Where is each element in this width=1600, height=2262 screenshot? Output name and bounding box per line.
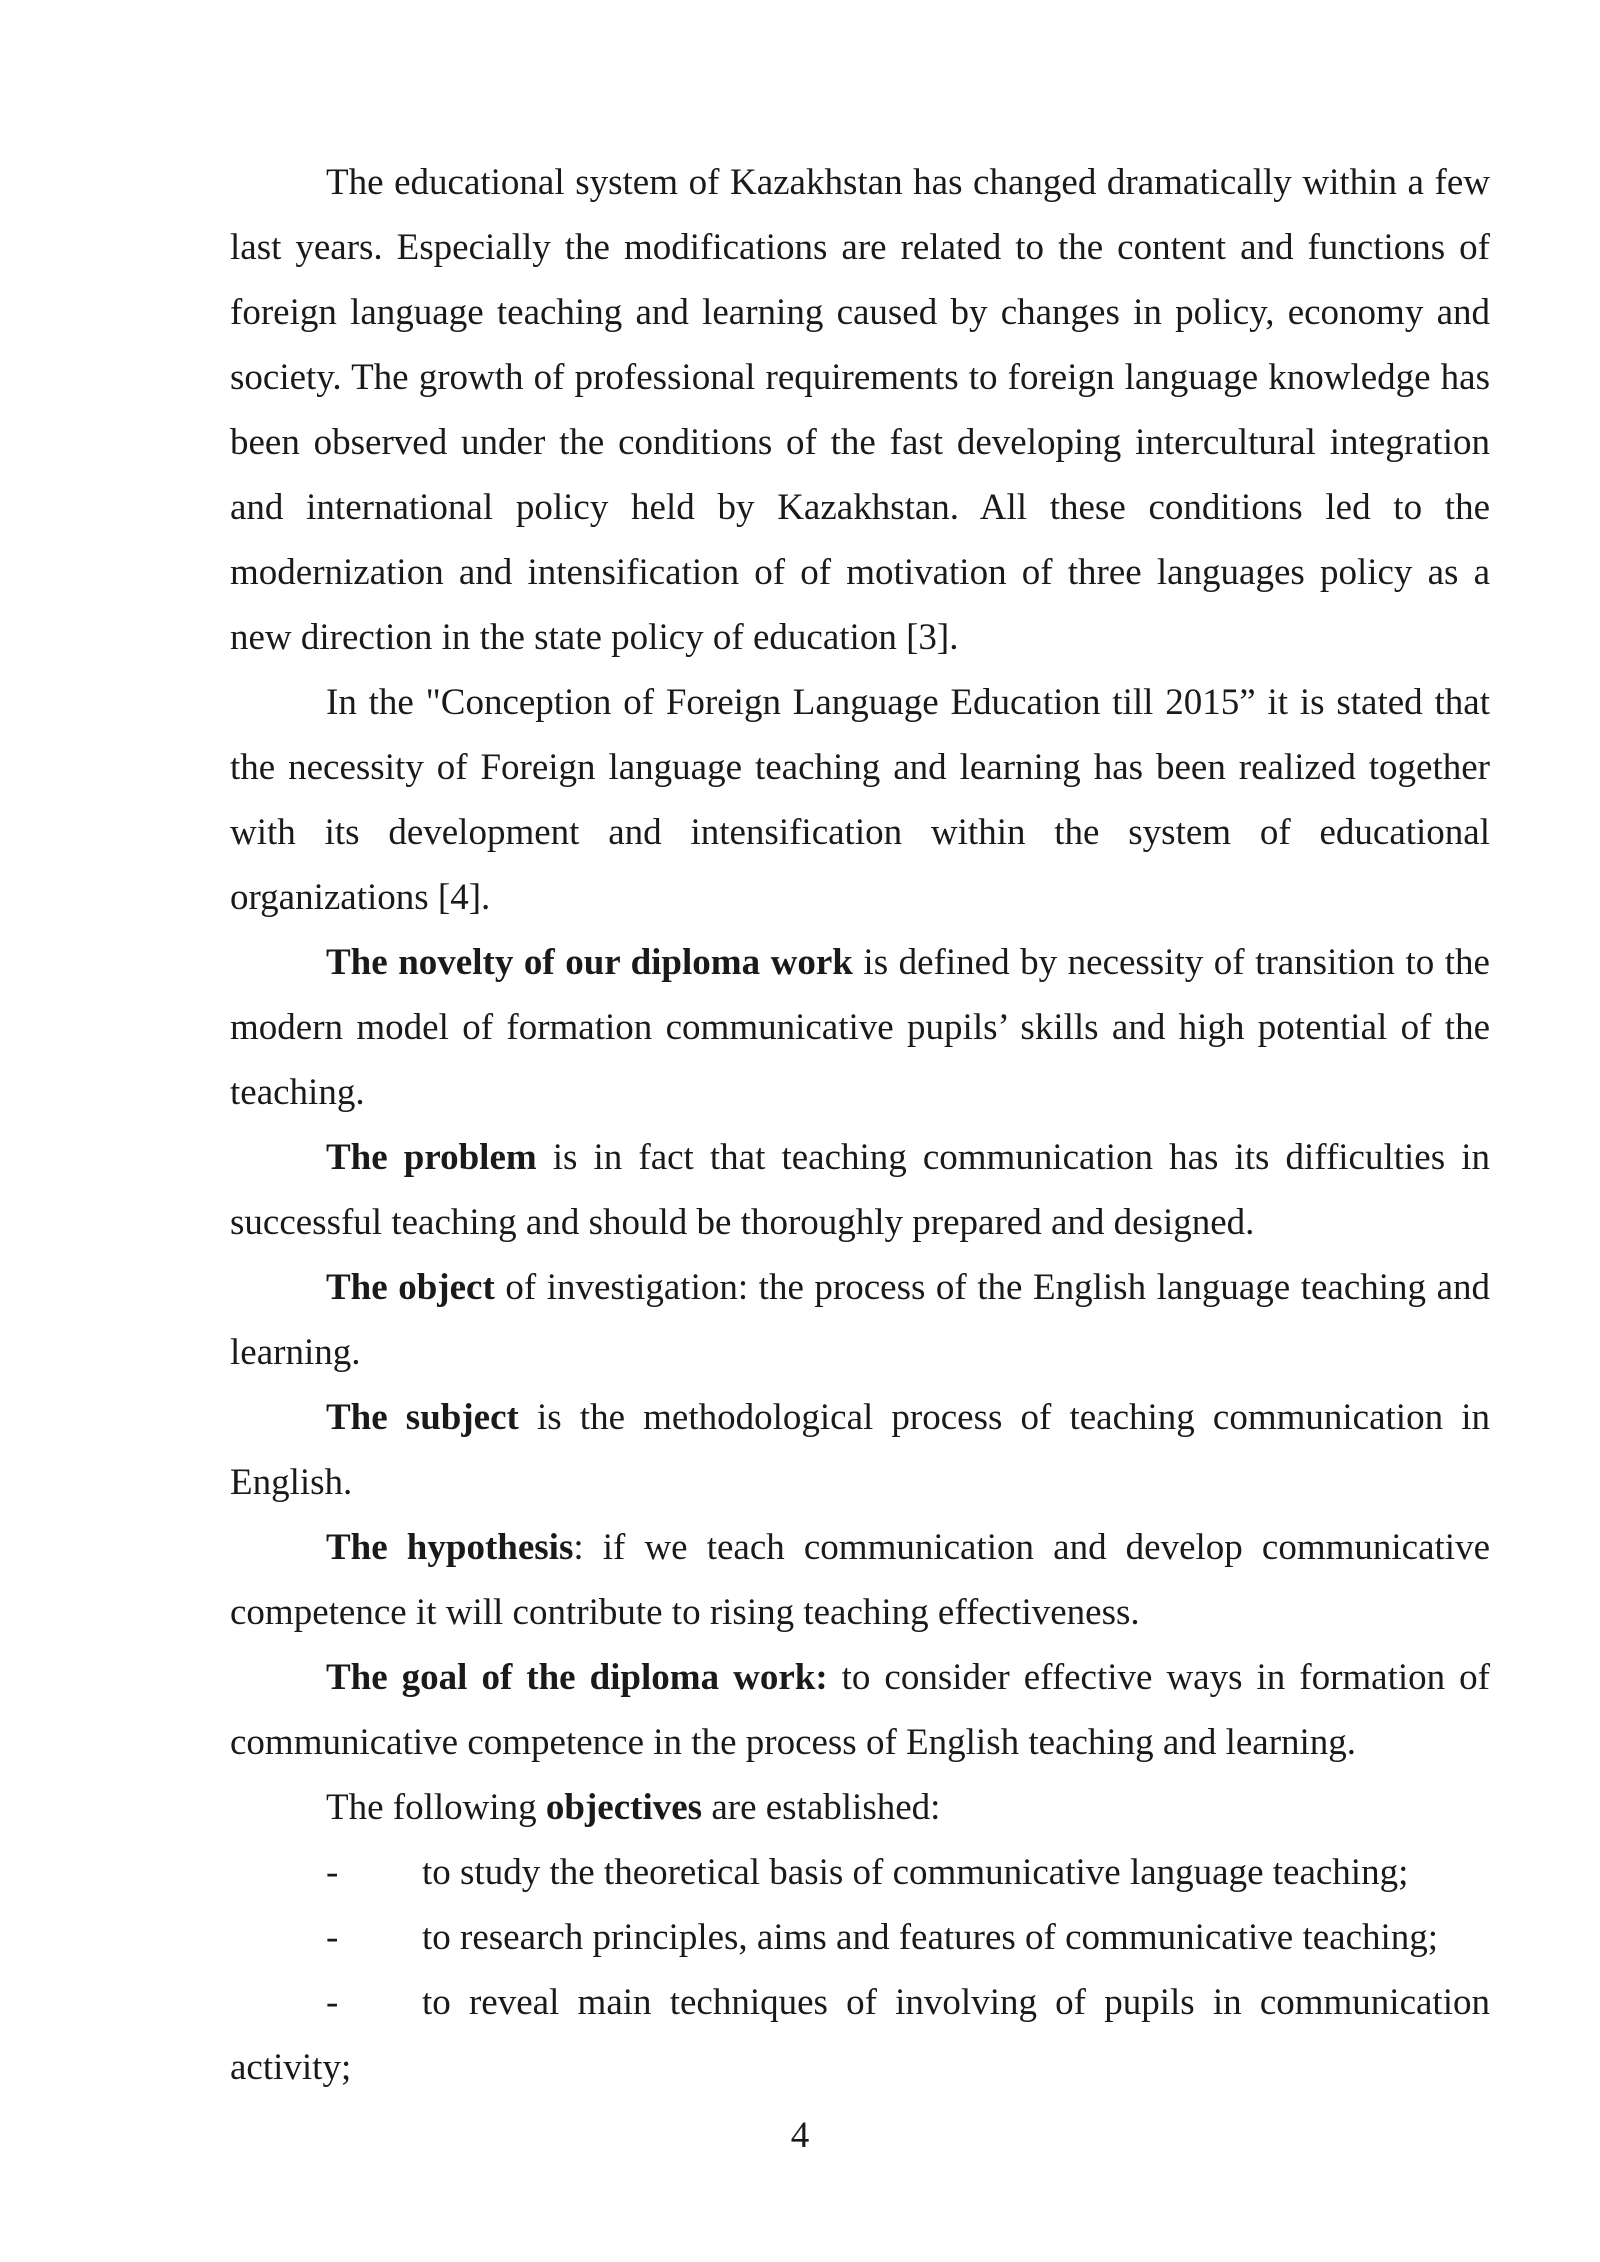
goal-paragraph (230, 1645, 1490, 1775)
conception-text: In the "Conception of Foreign Language Education till 2015” it is stated that the necessity of Foreign language teaching and learning has been realized together with its development and intensification within the system of educational organizations [4]. (230, 682, 1490, 918)
novelty-heading: The novelty of our diploma work (326, 942, 853, 983)
goal-heading: The goal of the diploma work: (326, 1657, 828, 1698)
hypothesis-heading: The hypothesis (326, 1527, 574, 1568)
object-heading: The object (326, 1267, 495, 1308)
intro-paragraph (230, 150, 1490, 670)
list-item-text: to research principles, aims and features of communicative teaching; (422, 1917, 1439, 1958)
list-item (230, 1970, 1490, 2100)
intro-text: The educational system of Kazakhstan has changed dramatically within a few last years. Especially the modifications are related to the content and functions of foreign language teaching and learning caused by changes in policy, economy and society. The growth of professional requirements to foreign language knowledge has been observed under the conditions of the fast developing intercultural integration and international policy held by Kazakhstan. All these conditions led to the modernization and intensification of of motivation of three languages policy as a new direction in the state policy of education [3]. (230, 162, 1490, 658)
novelty-text: is defined by necessity of transition to the modern model of formation communicative pupils’ skills and high potential of the teaching. (230, 942, 1490, 1113)
hypothesis-paragraph (230, 1515, 1490, 1645)
list-item-text: to reveal main techniques of involving of pupils in communication activity; (230, 1982, 1490, 2088)
list-dash: - (326, 1982, 339, 2023)
goal-text: to consider effective ways in formation of communicative competence in the process of English teaching and learning. (230, 1657, 1490, 1763)
list-item (230, 1905, 1490, 1970)
objectives-intro-before: The following (326, 1787, 546, 1828)
objectives-list (230, 1840, 1490, 2100)
subject-heading: The subject (326, 1397, 519, 1438)
problem-heading: The problem (326, 1137, 537, 1178)
list-item (230, 1840, 1490, 1905)
problem-text: is in fact that teaching communication has its difficulties in successful teaching and should be thoroughly prepared and designed. (230, 1137, 1490, 1243)
list-item-text: to study the theoretical basis of communicative language teaching; (422, 1852, 1409, 1893)
hypothesis-text: : if we teach communication and develop communicative competence it will contribute to rising teaching effectiveness. (230, 1527, 1491, 1633)
object-paragraph (230, 1255, 1490, 1385)
objectives-intro-paragraph (230, 1775, 1490, 1840)
list-dash: - (326, 1917, 339, 1958)
problem-paragraph (230, 1125, 1490, 1255)
objectives-heading: objectives (545, 1787, 703, 1828)
novelty-paragraph (230, 930, 1490, 1125)
page-number: 4 (790, 2115, 810, 2156)
list-dash: - (326, 1852, 339, 1893)
conception-paragraph (230, 670, 1490, 930)
subject-text: is the methodological process of teaching communication in English. (230, 1397, 1490, 1503)
objectives-intro-after: are established: (702, 1787, 941, 1828)
subject-paragraph (230, 1385, 1490, 1515)
object-text: of investigation: the process of the English language teaching and learning. (230, 1267, 1490, 1373)
document-page (230, 150, 1490, 2100)
